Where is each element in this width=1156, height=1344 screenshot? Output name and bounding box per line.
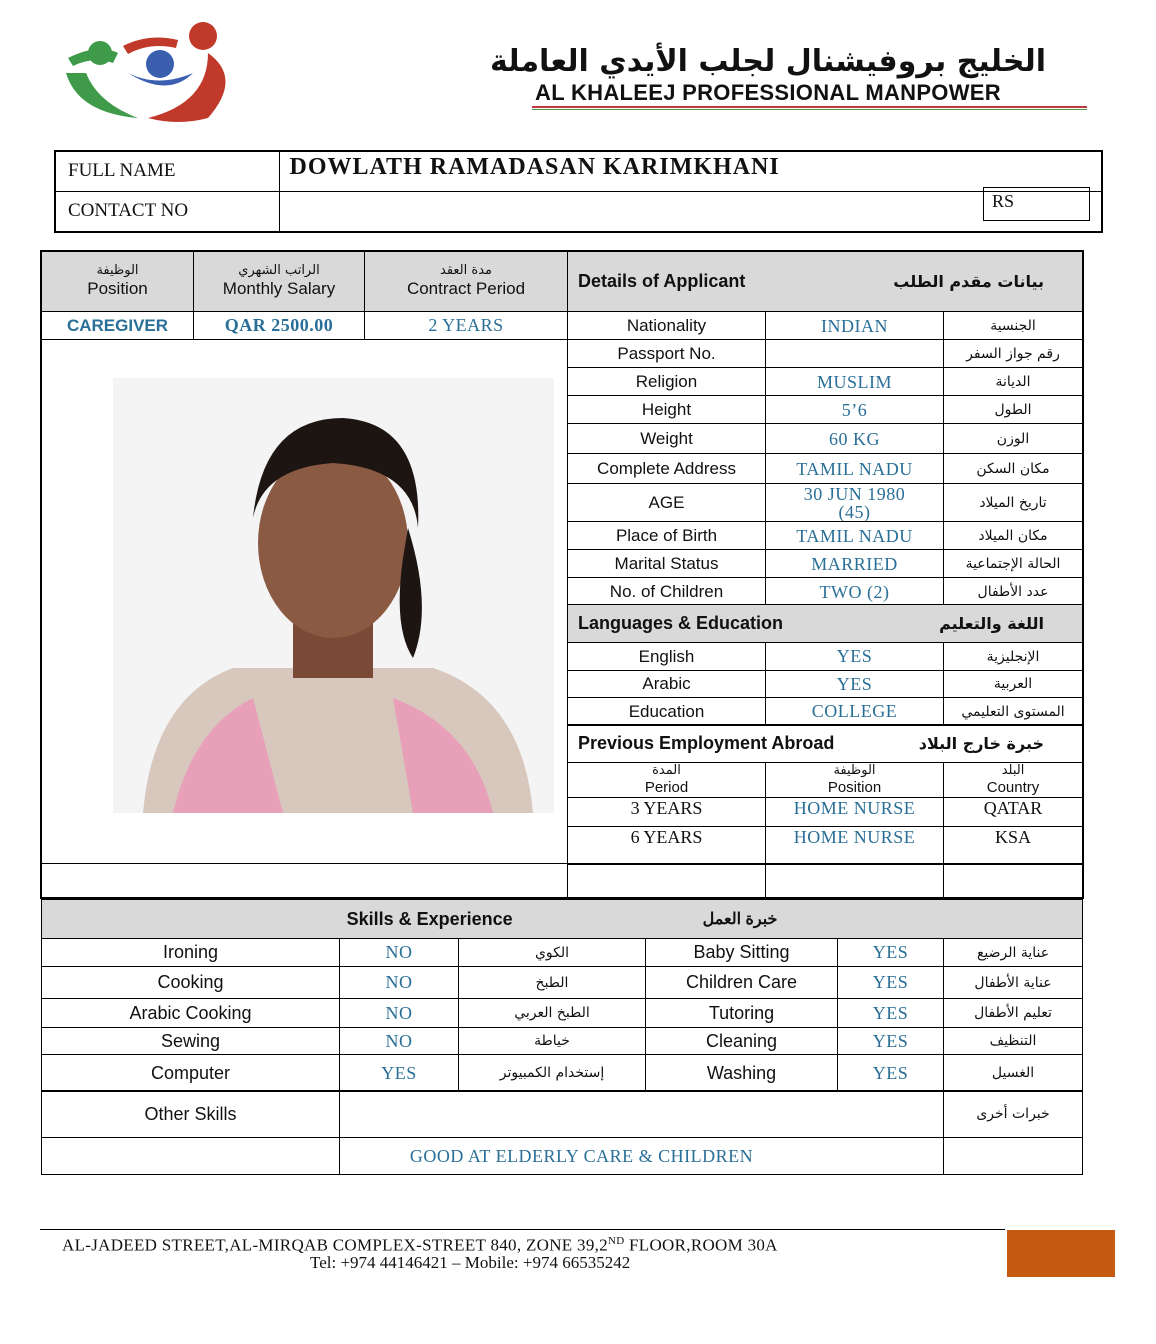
other-skills-ar: خبرات أخرى xyxy=(943,1090,1083,1138)
applicant-field-value-line: TAMIL NADU xyxy=(796,458,913,479)
applicant-field-ar: الطول xyxy=(943,395,1083,424)
applicant-field-value-line: 30 JUN 1980 xyxy=(803,483,906,504)
applicant-field-value xyxy=(765,483,944,522)
empty-cell xyxy=(943,863,1083,900)
salary-header-en: Monthly Salary xyxy=(222,279,336,299)
emp-country-header-ar: البلد xyxy=(1001,762,1025,778)
applicant-field-ar: مكان السكن xyxy=(943,453,1083,484)
company-name-english: AL KHALEEJ PROFESSIONAL MANPOWER xyxy=(535,80,1001,105)
skill-value: YES xyxy=(837,938,944,967)
applicant-field-ar: تاريخ الميلاد xyxy=(943,483,1083,522)
skill-ar: عناية الأطفال xyxy=(943,966,1083,999)
skill-label: Sewing xyxy=(41,1027,340,1055)
skills-title-ar: خبرة العمل xyxy=(702,911,778,928)
language-ar: الإنجليزية xyxy=(943,642,1083,671)
applicant-field-ar: الوزن xyxy=(943,423,1083,454)
emp-country-header xyxy=(943,762,1083,798)
applicant-field-value-line2: (45) xyxy=(838,501,871,522)
language-label: Arabic xyxy=(567,670,766,698)
skill-value: NO xyxy=(339,1027,459,1055)
language-ar: العربية xyxy=(943,670,1083,698)
applicant-field-ar: الديانة xyxy=(943,367,1083,396)
skill-ar: تعليم الأطفال xyxy=(943,998,1083,1028)
emp-country-header-en: Country xyxy=(986,778,1040,796)
languages-title-ar: اللغة والتعليم xyxy=(939,614,1044,633)
applicant-field-value xyxy=(765,453,944,484)
skill-value: YES xyxy=(837,998,944,1028)
other-skills-left-blank xyxy=(41,1137,340,1175)
employment-period: 6 YEARS xyxy=(567,826,766,865)
applicant-field-label: Nationality xyxy=(567,311,766,340)
applicant-field-value xyxy=(765,339,944,368)
applicant-field-label: Weight xyxy=(567,423,766,454)
skill-ar: عناية الرضيع xyxy=(943,938,1083,967)
footer-address-sup: ND xyxy=(607,1235,625,1247)
footer-address-main: AL-JADEED STREET,AL-MIRQAB COMPLEX-STREET 840, ZONE 39,2 xyxy=(62,1235,608,1255)
salary-value: QAR 2500.00 xyxy=(193,311,365,340)
employment-title-ar: خبرة خارج البلاد xyxy=(918,734,1044,753)
applicant-field-label: Place of Birth xyxy=(567,521,766,550)
applicant-field-label: Height xyxy=(567,395,766,424)
applicant-field-value-line: 5’6 xyxy=(841,399,868,420)
skill-ar: الغسيل xyxy=(943,1054,1083,1092)
applicant-field-value xyxy=(765,423,944,454)
footer-phones: Tel: +974 44146421 – Mobile: +974 66535242 xyxy=(310,1253,631,1272)
footer-divider xyxy=(40,1229,1005,1230)
skill-value: YES xyxy=(837,966,944,999)
applicant-title-en: Details of Applicant xyxy=(578,271,746,291)
identity-table xyxy=(54,150,1103,233)
applicant-field-ar: مكان الميلاد xyxy=(943,521,1083,550)
applicant-field-value-line: MUSLIM xyxy=(816,371,892,392)
other-skills-label: Other Skills xyxy=(41,1090,340,1138)
skill-ar: التنظيف xyxy=(943,1027,1083,1055)
applicant-field-ar: الجنسية xyxy=(943,311,1083,340)
skill-label: Cooking xyxy=(41,966,340,999)
skill-label: Tutoring xyxy=(645,998,838,1028)
emp-period-header xyxy=(567,762,766,798)
applicant-field-label: Religion xyxy=(567,367,766,396)
position-header xyxy=(41,251,194,312)
salary-header xyxy=(193,251,365,312)
skill-value: YES xyxy=(837,1027,944,1055)
reference-code: RS xyxy=(983,187,1090,221)
applicant-field-label: Marital Status xyxy=(567,549,766,578)
applicant-field-ar: الحالة الإجتماعية xyxy=(943,549,1083,578)
skill-label: Computer xyxy=(41,1054,340,1092)
language-ar: المستوى التعليمي xyxy=(943,697,1083,726)
period-header xyxy=(364,251,568,312)
employment-country: KSA xyxy=(943,826,1083,865)
skill-ar: الطبخ xyxy=(458,966,646,999)
period-header-en: Contract Period xyxy=(406,279,526,299)
header-divider xyxy=(532,106,1087,108)
employment-position: HOME NURSE xyxy=(765,826,944,865)
employment-country: QATAR xyxy=(943,797,1083,827)
employment-title xyxy=(567,724,1083,763)
footer-address-tail: FLOOR,ROOM 30A xyxy=(624,1235,778,1255)
full-name-value: DOWLATH RAMADASAN KARIMKHANI xyxy=(279,151,1102,192)
languages-title xyxy=(567,604,1083,643)
empty-cell xyxy=(765,863,944,900)
language-label: English xyxy=(567,642,766,671)
language-label: Education xyxy=(567,697,766,726)
applicant-field-label: AGE xyxy=(567,483,766,522)
position-header-ar: الوظيفة xyxy=(96,263,139,279)
emp-position-header-en: Position xyxy=(827,778,882,796)
applicant-field-ar: عدد الأطفال xyxy=(943,577,1083,606)
language-value: YES xyxy=(765,670,944,698)
emp-position-header-ar: الوظيفة xyxy=(833,762,876,778)
applicant-field-label: No. of Children xyxy=(567,577,766,606)
applicant-field-value xyxy=(765,367,944,396)
language-value: COLLEGE xyxy=(765,697,944,726)
applicant-field-value xyxy=(765,395,944,424)
employment-position: HOME NURSE xyxy=(765,797,944,827)
skill-value: YES xyxy=(837,1054,944,1092)
skill-value: NO xyxy=(339,998,459,1028)
applicant-field-value-line: 60 KG xyxy=(829,428,880,449)
languages-title-en: Languages & Education xyxy=(578,613,784,633)
footer-accent-block xyxy=(1007,1230,1115,1277)
applicant-field-value-line: INDIAN xyxy=(821,315,888,336)
salary-header-ar: الراتب الشهري xyxy=(238,263,320,279)
applicant-field-label: Passport No. xyxy=(567,339,766,368)
full-name-label: FULL NAME xyxy=(55,151,279,192)
emp-period-header-en: Period xyxy=(644,778,689,796)
company-logo xyxy=(58,18,243,128)
skill-ar: الكوي xyxy=(458,938,646,967)
skill-label: Ironing xyxy=(41,938,340,967)
emp-period-header-ar: المدة xyxy=(652,762,681,778)
photo-frame xyxy=(41,339,568,864)
employment-period: 3 YEARS xyxy=(567,797,766,827)
applicant-field-value-line: TWO (2) xyxy=(819,581,890,602)
period-value: 2 YEARS xyxy=(364,311,568,340)
applicant-title-ar: بيانات مقدم الطلب xyxy=(893,272,1044,291)
skill-value: NO xyxy=(339,966,459,999)
period-header-ar: مدة العقد xyxy=(440,263,492,279)
skill-label: Washing xyxy=(645,1054,838,1092)
emp-position-header xyxy=(765,762,944,798)
applicant-field-value xyxy=(765,577,944,606)
skill-value: NO xyxy=(339,938,459,967)
applicant-title xyxy=(567,251,1083,312)
skill-value: YES xyxy=(339,1054,459,1092)
skill-label: Cleaning xyxy=(645,1027,838,1055)
contact-label: CONTACT NO xyxy=(55,192,279,233)
employment-title-en: Previous Employment Abroad xyxy=(578,733,835,753)
applicant-field-ar: رقم جواز السفر xyxy=(943,339,1083,368)
skill-label: Children Care xyxy=(645,966,838,999)
applicant-field-value xyxy=(765,549,944,578)
applicant-field-value xyxy=(765,521,944,550)
header-divider-green xyxy=(532,109,1087,110)
empty-cell xyxy=(41,863,568,900)
skill-ar: الطبخ العربي xyxy=(458,998,646,1028)
position-header-en: Position xyxy=(87,279,148,299)
contact-value xyxy=(279,192,1102,233)
skill-ar: إستخدام الكمبيوتر xyxy=(458,1054,646,1092)
skill-ar: خياطة xyxy=(458,1027,646,1055)
applicant-field-value-line: MARRIED xyxy=(811,553,898,574)
other-skills-right-blank xyxy=(943,1137,1083,1175)
other-skills-value: GOOD AT ELDERLY CARE & CHILDREN xyxy=(339,1137,944,1175)
company-name-arabic: الخليج بروفيشنال لجلب الأيدي العاملة xyxy=(490,44,1046,79)
applicant-field-value xyxy=(765,311,944,340)
applicant-field-label: Complete Address xyxy=(567,453,766,484)
empty-cell xyxy=(567,863,766,900)
skill-label: Baby Sitting xyxy=(645,938,838,967)
skills-title-en: Skills & Experience xyxy=(346,908,513,929)
skill-label: Arabic Cooking xyxy=(41,998,340,1028)
applicant-field-value-line: TAMIL NADU xyxy=(796,525,913,546)
skills-title xyxy=(41,899,1083,939)
other-skills-blank xyxy=(339,1090,944,1138)
position-value: CAREGIVER xyxy=(41,311,194,340)
language-value: YES xyxy=(765,642,944,671)
